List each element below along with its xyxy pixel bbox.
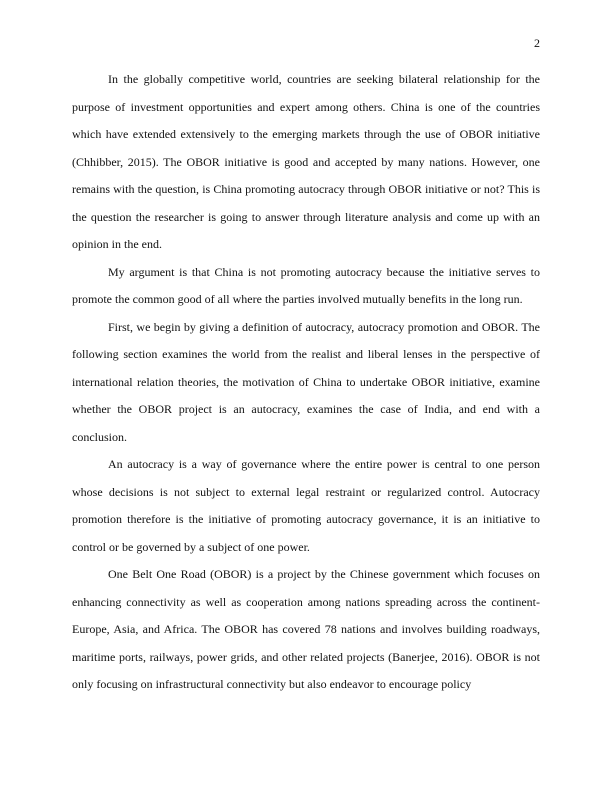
paragraph-obor-definition: One Belt One Road (OBOR) is a project by the Chinese government which focuses on enhancing connectivity as well as cooperation among nations spreading across the continent- Europe, Asia, and Africa. The OBOR has covered 78 nations and involves building roadways, maritime ports, railways, power grids, and other related projects (Banerjee, 2016). OBOR is not only focusing on infrastructural connectivity but also endeavor to encourage policy	[72, 567, 540, 691]
paragraph-intro: In the globally competitive world, countries are seeking bilateral relationship for the purpose of investment opportunities and expert among others. China is one of the countries which have extended extensively to the emerging markets through the use of OBOR initiative (Chhibber, 2015). The OBOR initiative is good and accepted by many nations. However, one remains with the question, is China promoting autocracy through OBOR initiative or not? This is the question the researcher is going to answer through literature analysis and come up with an opinion in the end.	[72, 72, 540, 251]
paragraph-argument: My argument is that China is not promoting autocracy because the initiative serves to promote the common good of all where the parties involved mutually benefits in the long run.	[72, 264, 540, 306]
page-number: 2	[534, 36, 540, 50]
document-body	[72, 66, 540, 699]
paragraph-outline: First, we begin by giving a definition of autocracy, autocracy promotion and OBOR. The following section examines the world from the realist and liberal lenses in the perspective of international relation theories, the motivation of China to undertake OBOR initiative, examine whether the OBOR project is an autocracy, examines the case of India, and end with a conclusion.	[72, 319, 540, 444]
paragraph-autocracy-definition: An autocracy is a way of governance where the entire power is central to one person whose decisions is not subject to external legal restraint or regularized control. Autocracy promotion therefore is the initiative of promoting autocracy governance, it is an initiative to control or be governed by a subject of one power.	[72, 457, 540, 554]
